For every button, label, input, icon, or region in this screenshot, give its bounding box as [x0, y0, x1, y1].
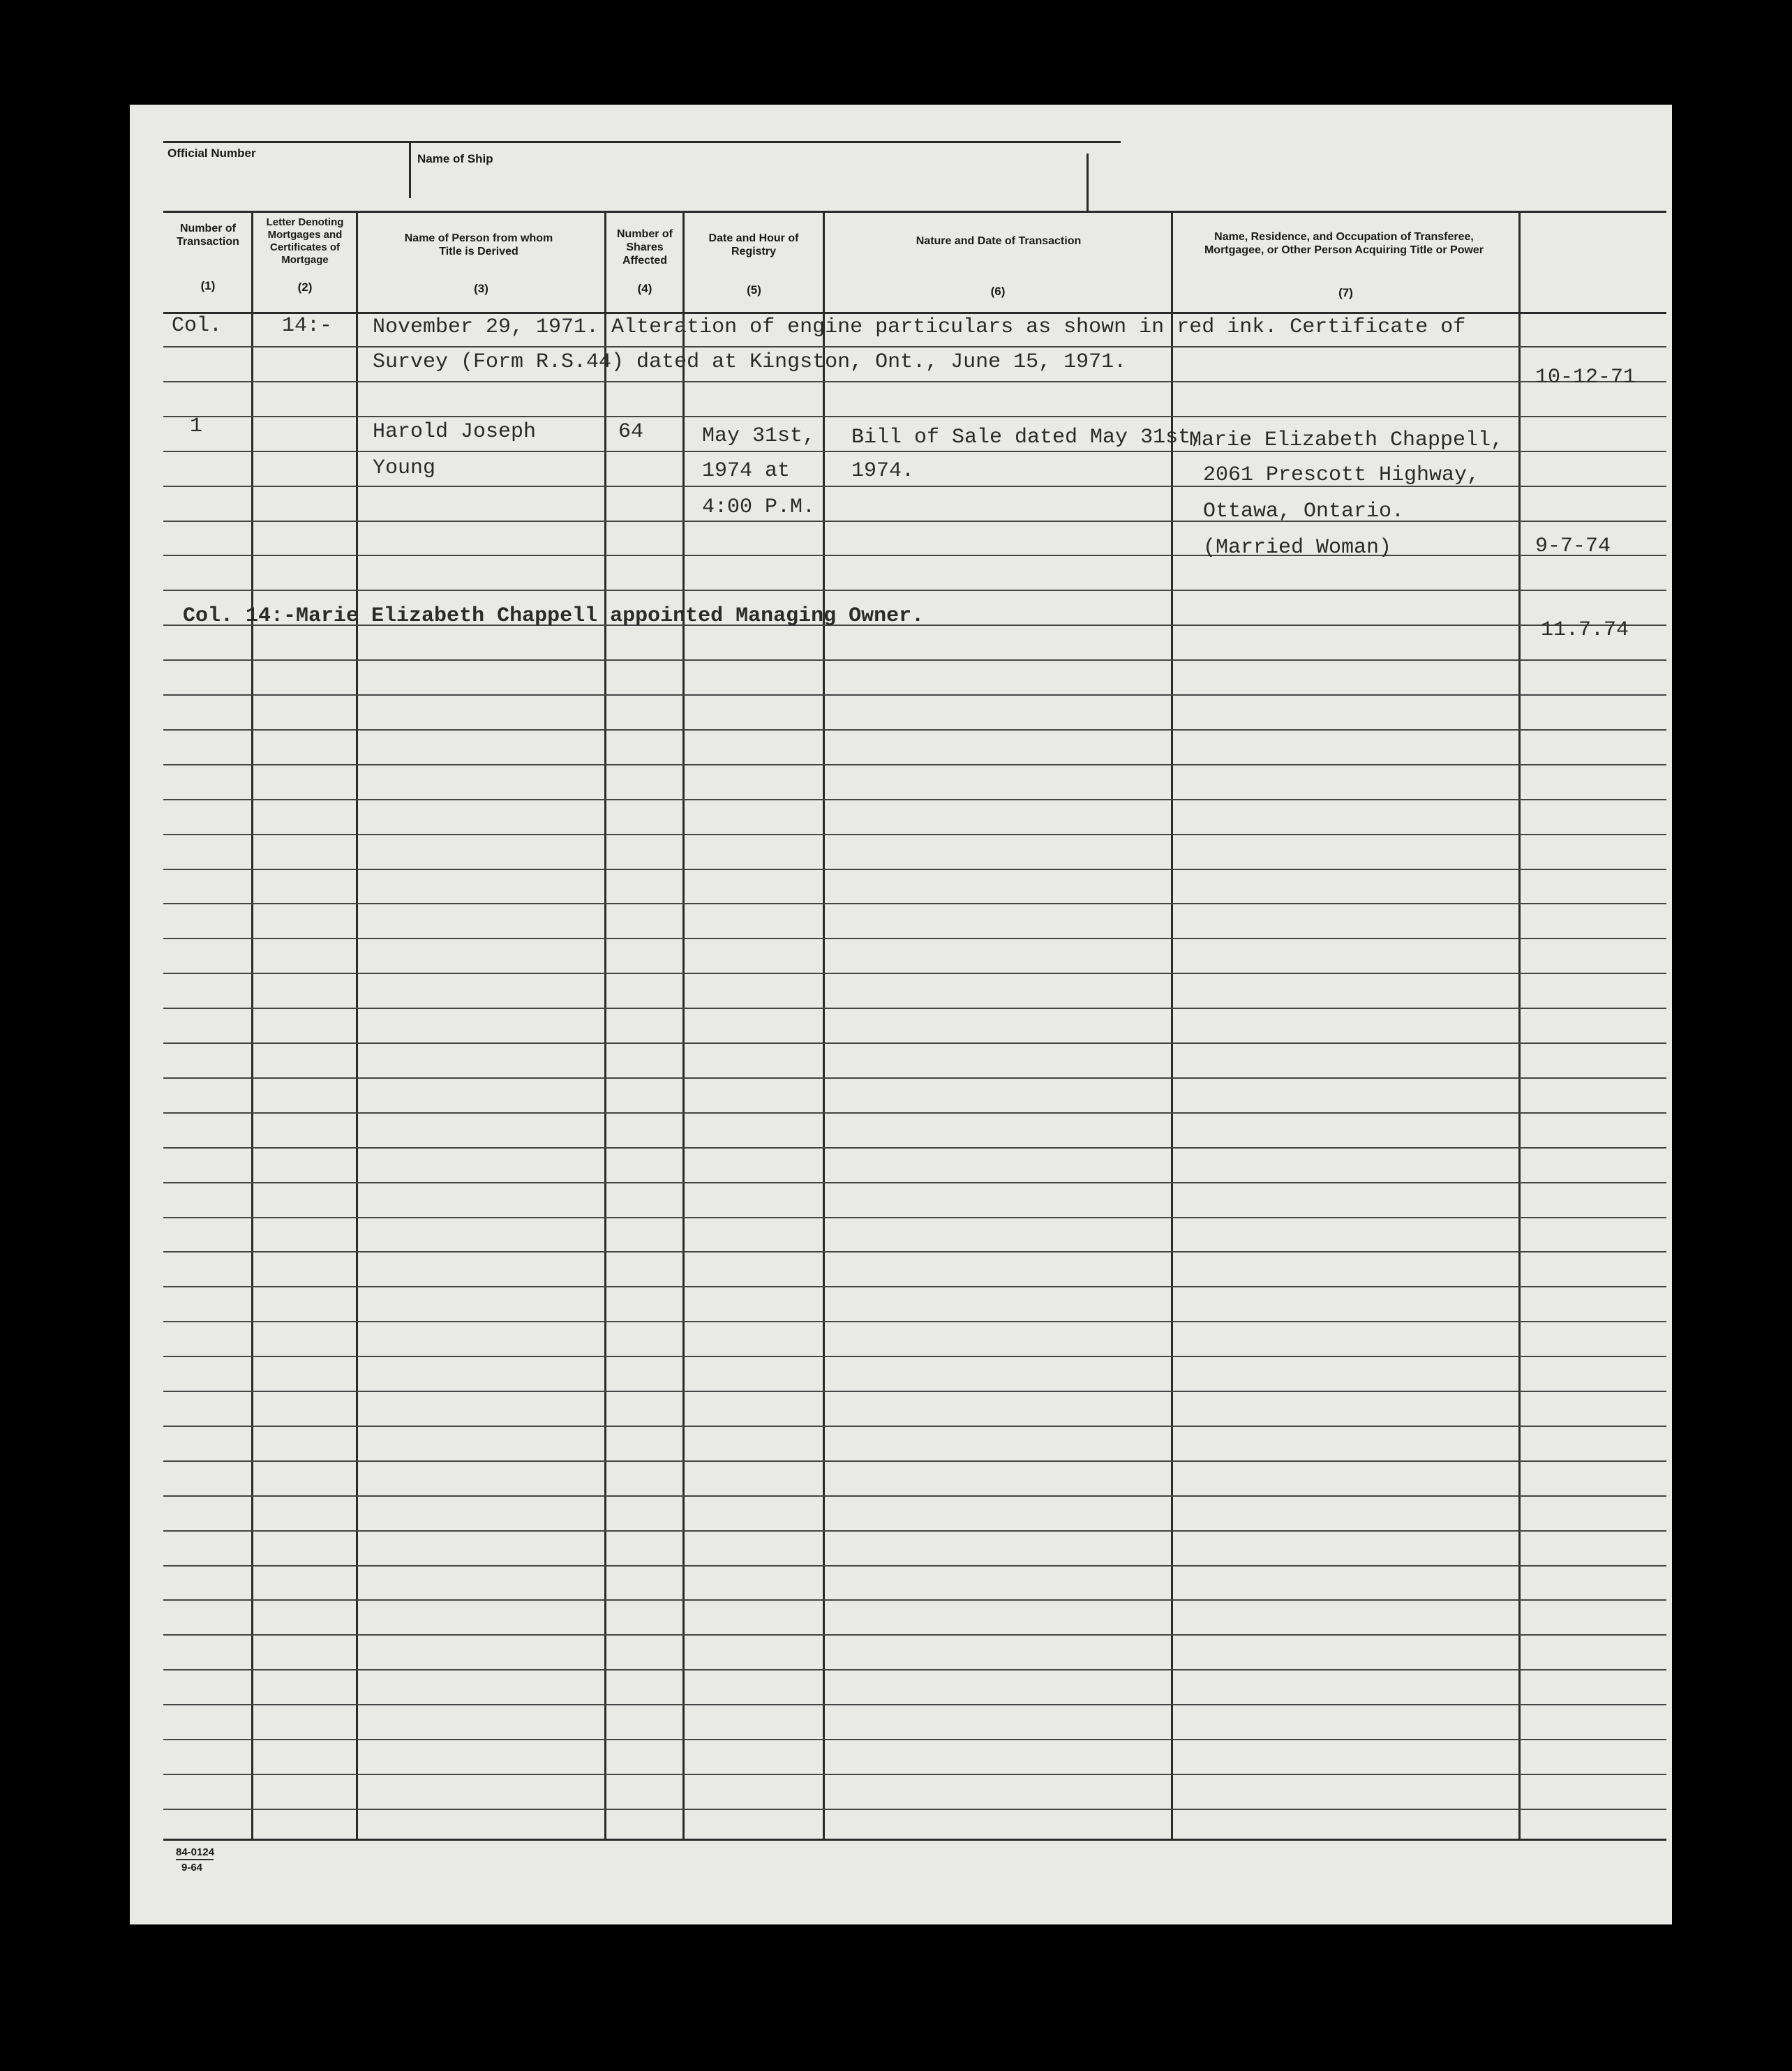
entry1-col: Col.: [172, 314, 223, 338]
col-line-7: [1518, 211, 1521, 1839]
ruled-line: [163, 1391, 1666, 1392]
col-header-2: Letter Denoting Mortgages and Certificates of Mortgage: [266, 216, 344, 266]
ruled-line: [163, 729, 1666, 731]
form-number: 84-0124: [176, 1846, 215, 1858]
ruled-line: [163, 903, 1666, 904]
entry2-reg-1: May 31st,: [702, 424, 816, 448]
ruled-line: [163, 1112, 1666, 1114]
ruled-line: [163, 1669, 1666, 1670]
entry3-text: Col. 14:-Marie Elizabeth Chappell appointed Managing Owner.: [183, 604, 925, 628]
col-line-3: [604, 211, 606, 1839]
ruled-line: [163, 1147, 1666, 1149]
ruled-line: [163, 1286, 1666, 1287]
ruled-line: [163, 346, 1666, 347]
ruled-line: [163, 1042, 1666, 1044]
entry2-reg-3: 4:00 P.M.: [702, 495, 816, 519]
ruled-line: [163, 1599, 1666, 1601]
name-of-ship-label: Name of Ship: [417, 152, 493, 165]
ship-box-right: [1087, 154, 1089, 212]
ruled-line: [163, 1182, 1666, 1183]
col-line-4: [682, 211, 685, 1839]
ruled-line: [163, 1008, 1666, 1009]
col-header-4: Number of Shares Affected: [617, 228, 673, 267]
ruled-line: [163, 1809, 1666, 1810]
ruled-line: [163, 799, 1666, 800]
ruled-line: [163, 381, 1666, 382]
entry2-to-2: 2061 Prescott Highway,: [1203, 463, 1480, 487]
ruled-line: [163, 694, 1666, 696]
ruled-line: [163, 659, 1666, 661]
ruled-line: [163, 1704, 1666, 1705]
entry2-number: 1: [190, 414, 203, 438]
header-bottom-rule: [163, 312, 1666, 314]
form-number-rule: [176, 1859, 214, 1860]
col-header-6: Nature and Date of Transaction: [916, 235, 1082, 247]
ruled-line: [163, 1251, 1666, 1253]
col-line-6: [1171, 211, 1173, 1839]
ship-box-divider: [409, 141, 411, 198]
ruled-line: [163, 1356, 1666, 1357]
ruled-line: [163, 1460, 1666, 1462]
entry1-line1: November 29, 1971. Alteration of engine particulars as shown in red ink. Certificate of: [373, 315, 1466, 339]
col-number-6: (6): [990, 285, 1006, 298]
entry2-to-3: Ottawa, Ontario.: [1203, 500, 1405, 523]
ruled-line: [163, 1634, 1666, 1636]
ruled-line: [163, 1774, 1666, 1775]
ruled-line: [163, 1530, 1666, 1532]
ruled-line: [163, 1426, 1666, 1427]
ruled-line: [163, 590, 1666, 591]
col-number-7: (7): [1338, 286, 1353, 299]
header-top-rule: [163, 211, 1666, 213]
col-header-1: Number of Transaction: [177, 223, 239, 248]
col-header-5: Date and Hour of Registry: [708, 232, 799, 257]
top-rule: [163, 141, 1121, 143]
col-number-1: (1): [200, 279, 216, 292]
form-date: 9-64: [181, 1862, 203, 1874]
col-number-4: (4): [637, 282, 652, 295]
entry2-date: 9-7-74: [1535, 534, 1611, 558]
bottom-rule: [163, 1839, 1666, 1841]
entry2-to-4: (Married Woman): [1203, 536, 1392, 560]
ruled-line: [163, 416, 1666, 417]
ruled-line: [163, 973, 1666, 974]
col-line-1: [251, 211, 253, 1839]
ruled-line: [163, 1739, 1666, 1740]
official-number-label: Official Number: [167, 147, 256, 160]
ruled-line: [163, 938, 1666, 939]
entry1-line2: Survey (Form R.S.44) dated at Kingston, Ont., June 15, 1971.: [373, 350, 1127, 374]
ruled-line: [163, 834, 1666, 835]
ruled-line: [163, 869, 1666, 870]
entry2-from-1: Harold Joseph: [373, 420, 537, 444]
entry2-nature-2: 1974.: [851, 459, 915, 483]
col-header-3: Name of Person from whom Title is Derived: [404, 232, 553, 257]
ruled-line: [163, 1495, 1666, 1497]
ruled-line: [163, 555, 1666, 556]
entry2-from-2: Young: [373, 456, 436, 480]
col-number-2: (2): [297, 281, 313, 294]
ruled-line: [163, 764, 1666, 765]
entry1-date: 10-12-71: [1535, 366, 1636, 389]
entry2-to-1: Marie Elizabeth Chappell,: [1189, 428, 1504, 452]
registry-sheet: [130, 105, 1672, 1924]
ruled-line: [163, 1077, 1666, 1079]
ruled-line: [163, 1217, 1666, 1218]
entry2-reg-2: 1974 at: [702, 459, 791, 483]
entry1-ref: 14:-: [282, 314, 333, 338]
ruled-line: [163, 1565, 1666, 1567]
col-header-7: Name, Residence, and Occupation of Transferee, Mortgagee, or Other Person Acquiring Title or Power: [1204, 231, 1484, 256]
col-number-5: (5): [747, 283, 761, 297]
col-line-2: [356, 211, 358, 1839]
entry2-shares: 64: [618, 420, 644, 444]
col-line-5: [823, 211, 825, 1839]
ruled-line: [163, 1321, 1666, 1322]
entry2-nature-1: Bill of Sale dated May 31st,: [851, 426, 1204, 449]
col-number-3: (3): [474, 282, 488, 295]
ruled-line: [163, 521, 1666, 522]
entry3-date: 11.7.74: [1541, 618, 1629, 642]
